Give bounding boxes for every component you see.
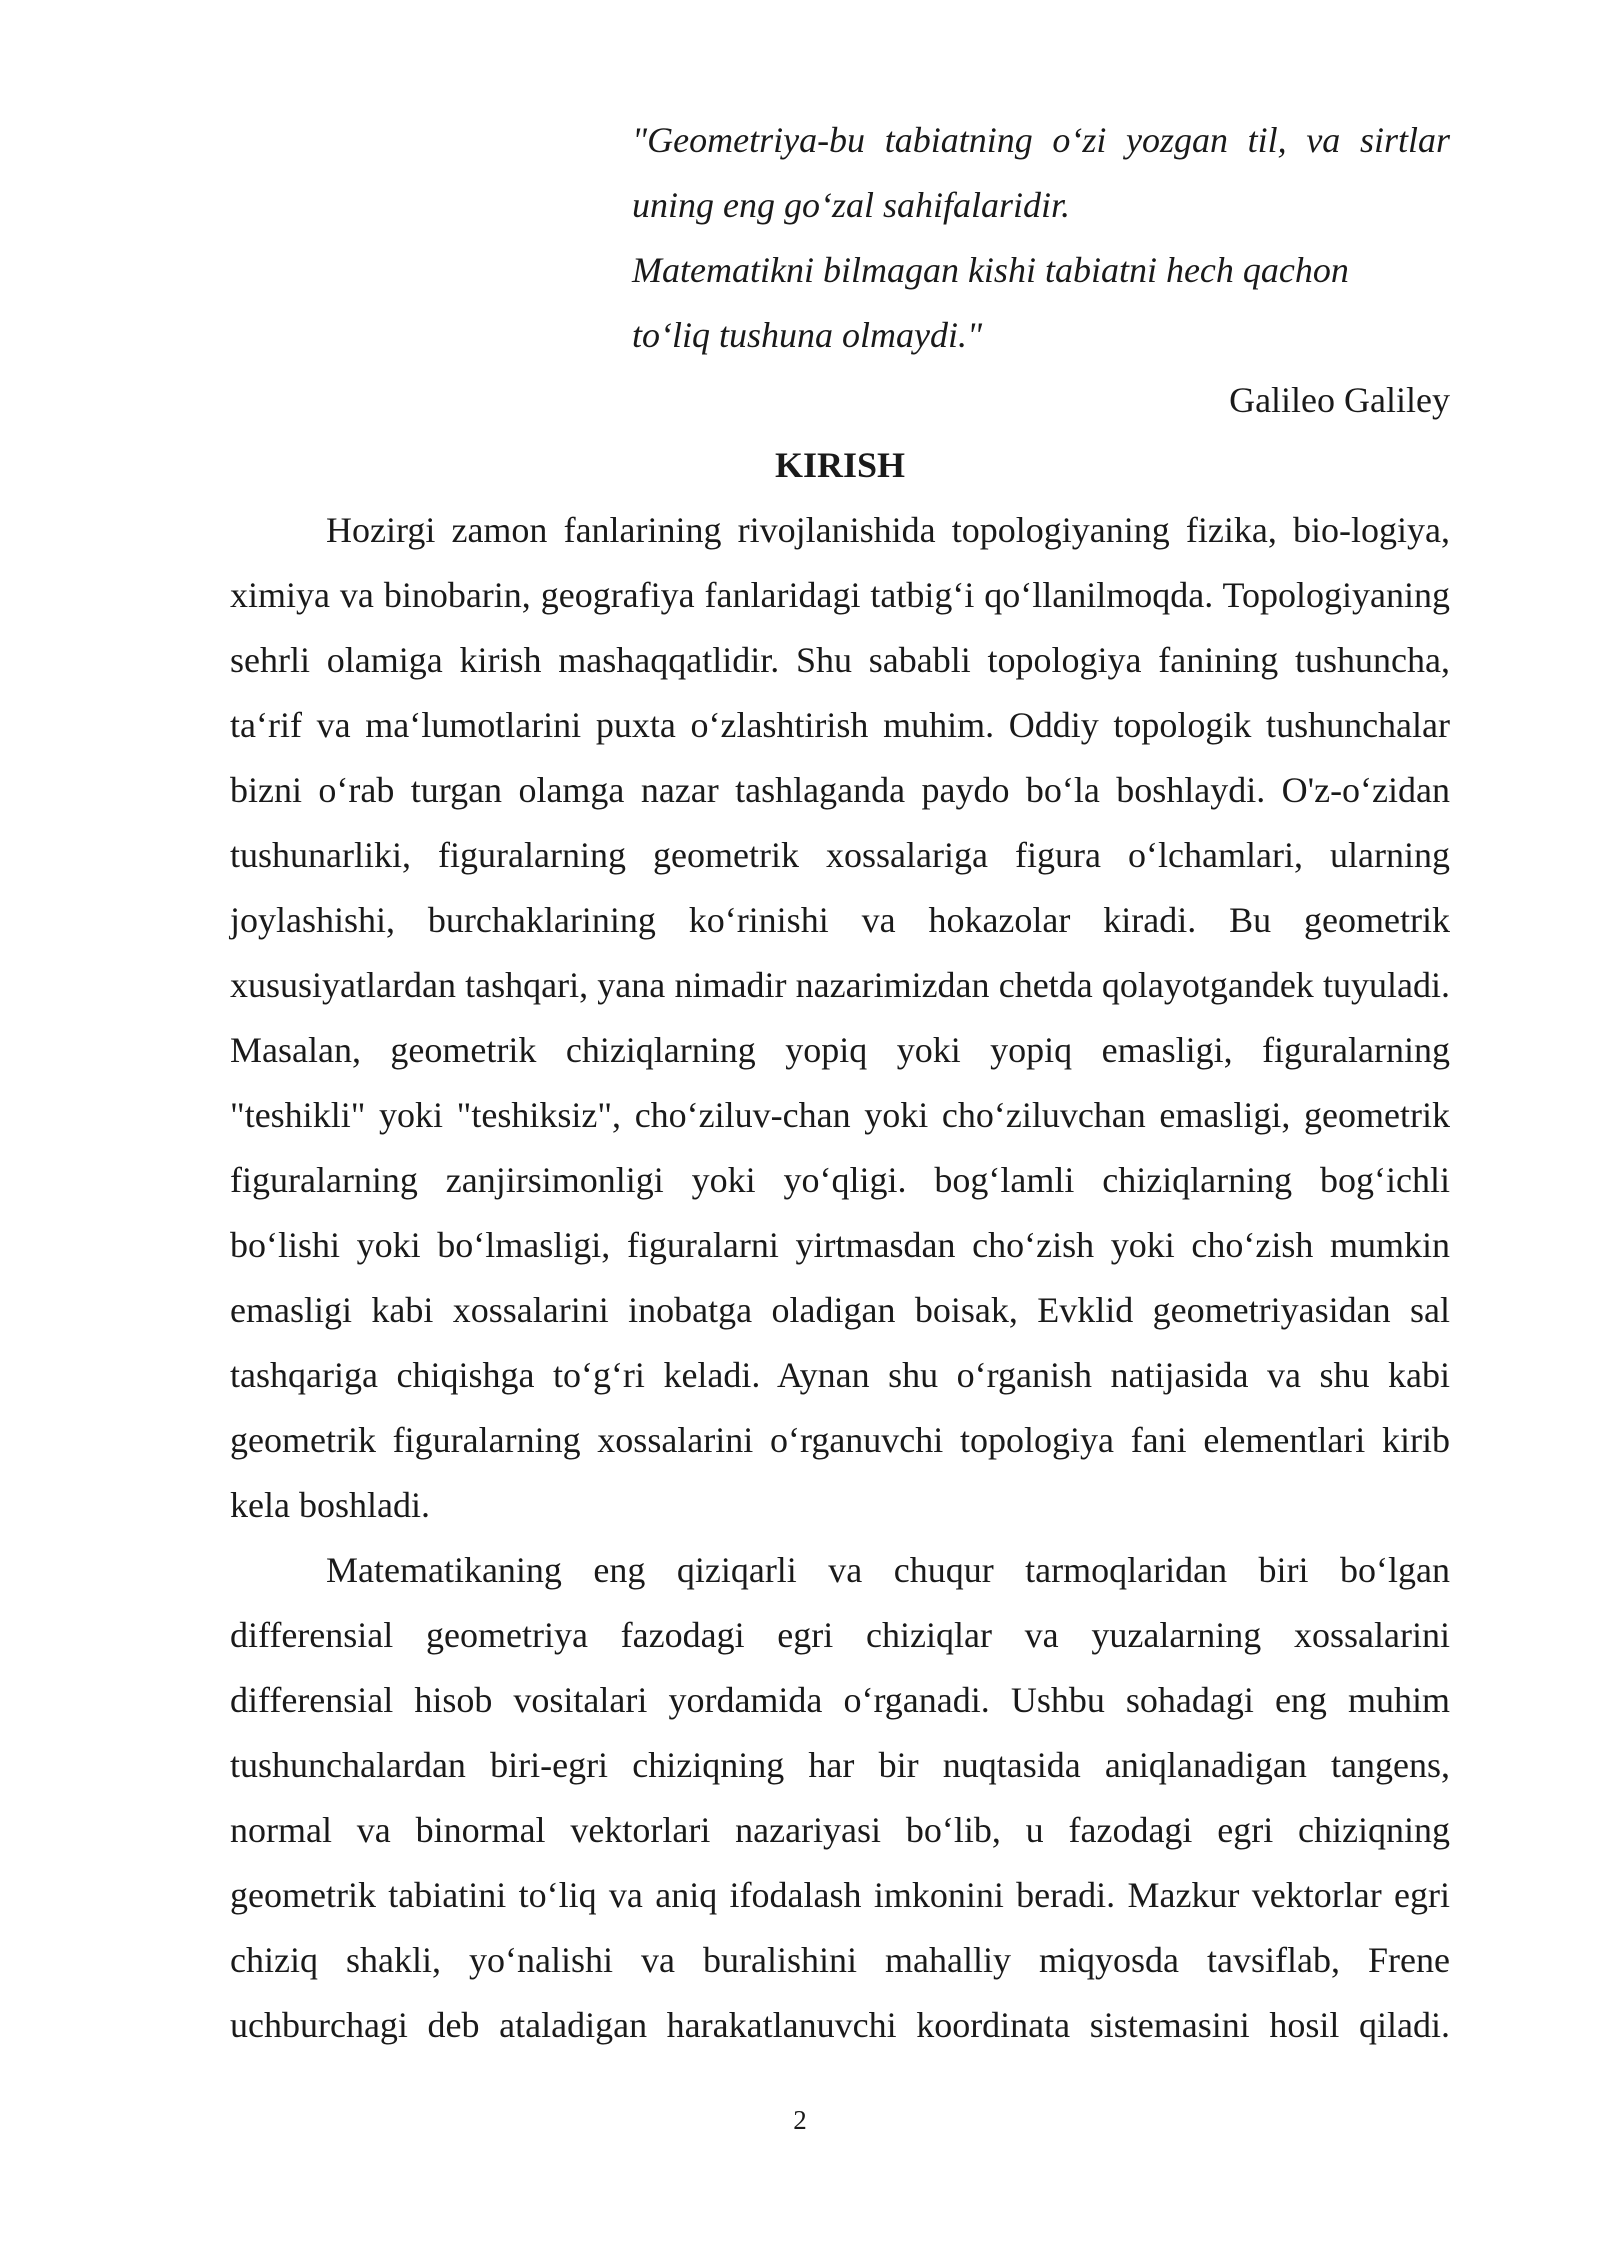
epigraph-line-1: "Geometriya-bu tabiatning o‘zi yozgan til, va sirtlar [632,120,1450,160]
section-heading: KIRISH [774,445,906,485]
body-text [230,498,1450,2058]
epigraph-line-3: Matematikni bilmagan kishi tabiatni hech qachon [632,250,1349,290]
epigraph-author: Galileo Galiley [1229,380,1450,420]
epigraph-line-2: uning eng go‘zal sahifalaridir. [632,185,1071,225]
paragraph-1: Hozirgi zamon fanlarining rivojlanishida topologiyaning fizika, bio-logiya, ximiya va binobarin, geografiya fanlaridagi tatbig‘i qo‘llanilmoqda. Topologiyaning sehrli olamiga kirish mashaqqatlidir. Shu sababli topologiya fanining tushuncha, ta‘rif va ma‘lumotlarini puxta o‘zlashtirish muhim. Oddiy topologik tushunchalar bizni o‘rab turgan olamga nazar tashlaganda paydo bo‘la boshlaydi. O'z-o‘zidan tushunarliki, figuralarning geometrik xossalariga figura o‘lchamlari, ularning joylashishi, burchaklarining ko‘rinishi va hokazolar kiradi. Bu geometrik xususiyatlardan tashqari, yana nimadir nazarimizdan chetda qolayotgandek tuyuladi. Masalan, geometrik chiziqlarning yopiq yoki yopiq emasligi, figuralarning "teshikli" yoki "teshiksiz", cho‘ziluv-chan yoki cho‘ziluvchan emasligi, geometrik figuralarning zanjirsimonligi yoki yo‘qligi. bog‘lamli chiziqlarning bog‘ichli bo‘lishi yoki bo‘lmasligi, figuralarni yirtmasdan cho‘zish yoki cho‘zish mumkin emasligi kabi xossalarini inobatga oladigan boisak, Evklid geometriyasidan sal tashqariga chiqishga to‘g‘ri keladi. Aynan shu o‘rganish natijasida va shu kabi geometrik figuralarning xossalarini o‘rganuvchi topologiya fani elementlari kirib kela boshladi. [230,510,1450,1525]
paragraph-2: Matematikaning eng qiziqarli va chuqur tarmoqlaridan biri bo‘lgan differensial geometriya fazodagi egri chiziqlar va yuzalarning xossalarini differensial hisob vositalari yordamida o‘rganadi. Ushbu sohadagi eng muhim tushunchalardan biri-egri chiziqning har bir nuqtasida aniqlanadigan tangens, normal va binormal vektorlari nazariyasi bo‘lib, u fazodagi egri chiziqning geometrik tabiatini to‘liq va aniq ifodalash imkonini beradi. Mazkur vektorlar egri chiziq shakli, yo‘nalishi va buralishini mahalliy miqyosda tavsiflab, Frene uchburchagi deb ataladigan harakatlanuvchi koordinata sistemasini hosil qiladi. [230,1550,1450,2045]
epigraph [632,108,1450,368]
epigraph-line-4: to‘liq tushuna olmaydi." [632,315,983,355]
page-number: 2 [793,2105,807,2135]
